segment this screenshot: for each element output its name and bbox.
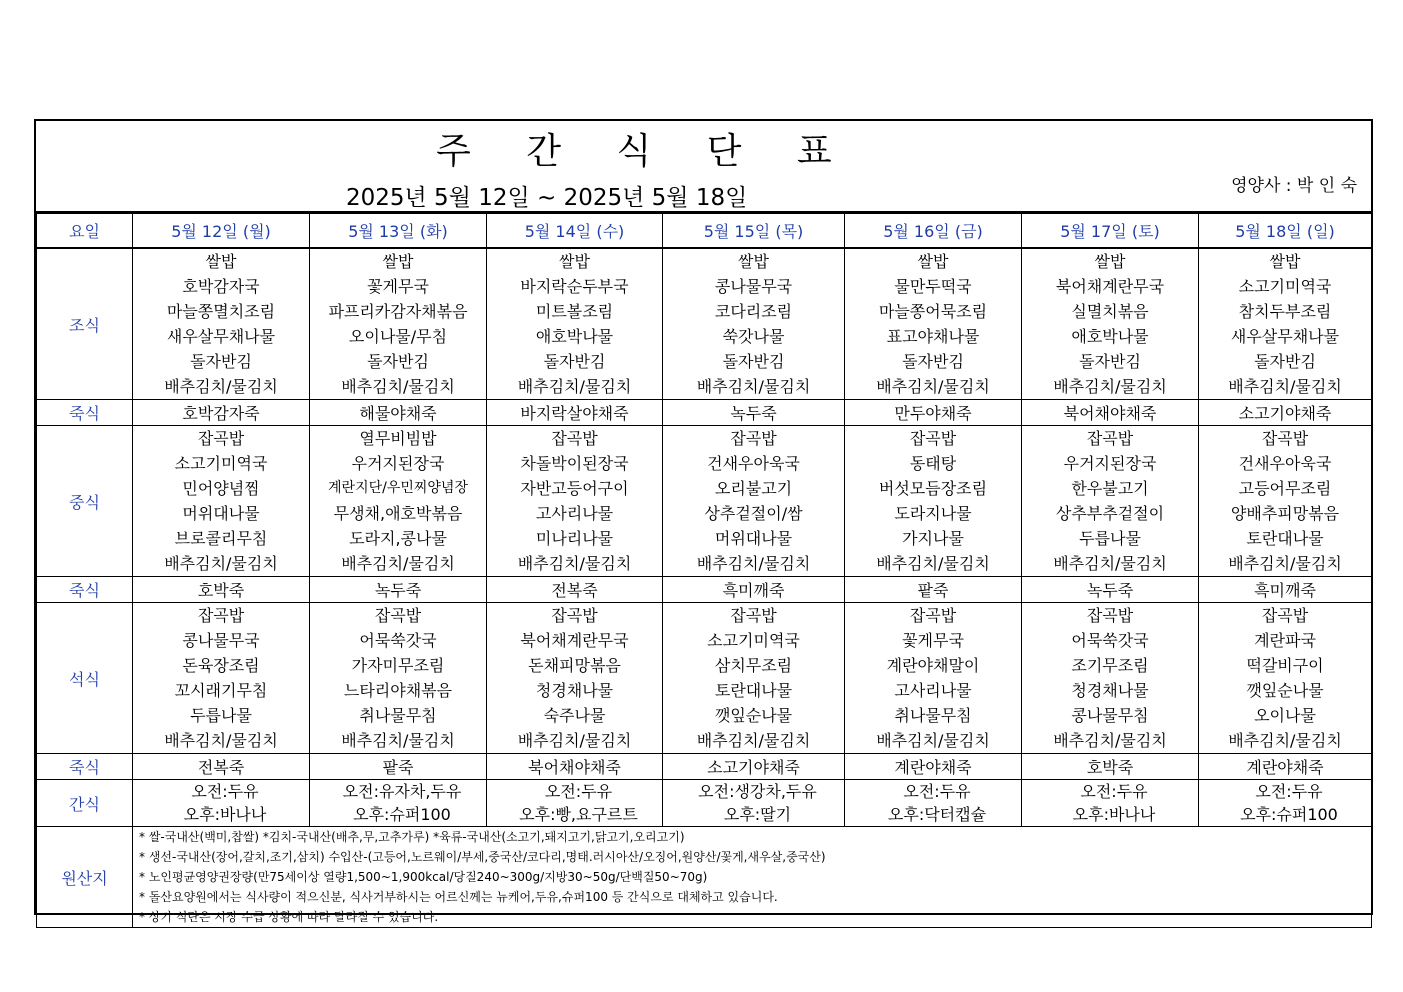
menu-item: 머위대나물: [182, 504, 260, 523]
menu-item: 배추김치/물김치: [341, 554, 455, 573]
snack-cell: [663, 780, 845, 827]
menu-item: 계란야채말이: [886, 656, 980, 675]
menu-item: 꼬시래기무침: [174, 681, 268, 700]
snack-cell: [845, 780, 1022, 827]
porridge-cell: 계란야채죽: [845, 754, 1022, 780]
page-title: 주 간 식 단 표: [436, 131, 854, 172]
menu-item: 배추김치/물김치: [164, 731, 278, 750]
menu-item: 파프리카감자채볶음: [328, 302, 468, 321]
menu-item: 차돌박이된장국: [520, 454, 629, 473]
menu-item: 잡곡밥: [197, 606, 245, 625]
lunch-day-cell: [310, 426, 487, 577]
menu-item: 고사리나물: [535, 504, 614, 523]
menu-item: 취나물무침: [359, 706, 437, 725]
snack-row: [37, 780, 1372, 827]
menu-item: 잡곡밥: [1086, 606, 1134, 625]
menu-item: 배추김치/물김치: [876, 731, 990, 750]
lunch-day-cell: [1199, 426, 1372, 577]
menu-item: 쌀밥: [559, 252, 590, 271]
dinner-day-cell: [1199, 603, 1372, 754]
menu-item: 돈육장조림: [182, 656, 260, 675]
menu-item: 우거지된장국: [351, 454, 445, 473]
menu-item: 느타리야채볶음: [343, 681, 453, 700]
porridge-label: 죽식: [37, 754, 133, 780]
menu-item: 오리불고기: [714, 479, 793, 498]
snack-am: 오전:두유: [903, 782, 971, 801]
menu-item: 소고기미역국: [174, 454, 268, 473]
menu-item: 돌자반김: [722, 352, 785, 371]
origin-label: 원산지: [37, 827, 133, 928]
day-label: 요일: [37, 214, 133, 249]
menu-item: 삼치무조림: [714, 656, 793, 675]
menu-item: 미나리나물: [535, 529, 614, 548]
menu-item: 쌀밥: [738, 252, 769, 271]
menu-item: 배추김치/물김치: [876, 377, 990, 396]
snack-label: 간식: [37, 780, 133, 827]
porridge-cell: 팥죽: [310, 754, 487, 780]
menu-item: 배추김치/물김치: [341, 377, 455, 396]
menu-item: 배추김치/물김치: [341, 731, 455, 750]
origin-row: [37, 827, 1372, 928]
porridge-label: 죽식: [37, 577, 133, 603]
menu-item: 돌자반김: [1079, 352, 1141, 371]
menu-item: 쑥갓나물: [722, 327, 785, 346]
menu-item: 잡곡밥: [730, 606, 777, 625]
day-header: 5월 14일 (수): [487, 214, 663, 249]
menu-item: 마늘쫑어묵조림: [878, 302, 988, 321]
menu-item: 양배추피망볶음: [1230, 504, 1340, 523]
snack-pm: 오후:슈퍼100: [353, 805, 451, 824]
snack-am: 오전:두유: [1255, 782, 1323, 801]
menu-item: 고사리나물: [894, 681, 972, 700]
menu-item: 계란지단/우민찌양념장: [328, 480, 468, 496]
menu-item: 깻잎순나물: [1246, 681, 1324, 700]
snack-am: 오전:두유: [191, 782, 259, 801]
menu-item: 두릅나물: [1079, 529, 1141, 548]
day-header: 5월 15일 (목): [663, 214, 845, 249]
snack-pm: 오후:바나나: [1072, 805, 1156, 824]
menu-item: 소고기미역국: [1238, 277, 1332, 296]
menu-item: 잡곡밥: [1086, 429, 1134, 448]
menu-item: 돌자반김: [367, 352, 429, 371]
porridge-cell: 해물야채죽: [310, 400, 487, 426]
menu-item: 배추김치/물김치: [517, 554, 632, 573]
day-header-row: [37, 214, 1372, 249]
menu-item: 돌자반김: [543, 352, 606, 371]
porridge-cell: 호박죽: [133, 577, 310, 603]
menu-item: 건새우아욱국: [1238, 454, 1332, 473]
porridge-cell: 흑미깨죽: [1199, 577, 1372, 603]
dinner-day-cell: [487, 603, 663, 754]
menu-item: 돌자반김: [190, 352, 252, 371]
menu-item: 쌀밥: [917, 252, 949, 271]
menu-item: 민어양념찜: [182, 479, 260, 498]
menu-item: 도라지나물: [894, 504, 972, 523]
menu-item: 배추김치/물김치: [1053, 731, 1167, 750]
lunch-row: [37, 426, 1372, 577]
menu-item: 도라지,콩나물: [349, 529, 447, 548]
menu-item: 오이나물/무침: [348, 327, 448, 346]
weekly-menu-table: [36, 213, 1372, 928]
lunch-day-cell: [487, 426, 663, 577]
menu-item: 애호박나물: [1071, 327, 1149, 346]
menu-item: 마늘쫑멸치조림: [166, 302, 276, 321]
porridge-cell: 전복죽: [487, 577, 663, 603]
porridge-row: [37, 754, 1372, 780]
lunch-day-cell: [133, 426, 310, 577]
snack-pm: 오후:슈퍼100: [1240, 805, 1338, 824]
menu-item: 잡곡밥: [1261, 606, 1309, 625]
origin-note: * 쌀-국내산(백미,찹쌀) *김치-국내산(배추,무,고추가루) *육류-국내산(소고기,돼지고기,닭고기,오리고기): [139, 830, 685, 844]
menu-item: 코다리조림: [714, 302, 793, 321]
snack-pm: 오후:닥터캡슐: [887, 805, 987, 824]
menu-period: 2025년 5월 12일 ~ 2025년 5월 18일: [346, 185, 748, 211]
dinner-label: 석식: [37, 603, 133, 754]
snack-am: 오전:생강차,두유: [698, 782, 817, 801]
menu-item: 돈채피망볶음: [528, 656, 621, 675]
day-header: 5월 17일 (토): [1022, 214, 1199, 249]
menu-item: 배추김치/물김치: [696, 731, 811, 750]
menu-item: 쌀밥: [1269, 252, 1301, 271]
menu-item: 돌자반김: [902, 352, 964, 371]
lunch-day-cell: [845, 426, 1022, 577]
menu-item: 애호박나물: [535, 327, 614, 346]
menu-item: 배추김치/물김치: [1053, 377, 1167, 396]
menu-item: 미트볼조림: [535, 302, 614, 321]
day-header: 5월 16일 (금): [845, 214, 1022, 249]
dinner-day-cell: [133, 603, 310, 754]
menu-item: 잡곡밥: [730, 429, 777, 448]
menu-item: 가지나물: [902, 529, 964, 548]
menu-item: 물만두떡국: [894, 277, 972, 296]
menu-item: 브로콜리무침: [174, 529, 268, 548]
menu-item: 잡곡밥: [197, 429, 245, 448]
menu-item: 배추김치/물김치: [876, 554, 990, 573]
menu-item: 상추겉절이/쌈: [704, 504, 803, 523]
menu-item: 두릅나물: [190, 706, 252, 725]
porridge-cell: 만두야채죽: [845, 400, 1022, 426]
snack-am: 오전:유자차,두유: [342, 782, 462, 801]
porridge-cell: 바지락살야채죽: [487, 400, 663, 426]
porridge-label: 죽식: [37, 400, 133, 426]
breakfast-day-cell: [663, 248, 845, 400]
menu-item: 표고야채나물: [886, 327, 980, 346]
menu-item: 배추김치/물김치: [1228, 554, 1342, 573]
menu-item: 북어채계란무국: [520, 631, 629, 650]
menu-item: 배추김치/물김치: [164, 554, 278, 573]
dinner-row: [37, 603, 1372, 754]
menu-item: 청경채나물: [535, 681, 614, 700]
menu-item: 꽃게무국: [367, 277, 429, 296]
menu-item: 쌀밥: [205, 252, 237, 271]
menu-item: 잡곡밥: [551, 606, 598, 625]
snack-cell: [310, 780, 487, 827]
breakfast-day-cell: [1022, 248, 1199, 400]
dietitian-name: 영양사 : 박 인 숙: [1231, 176, 1357, 196]
porridge-cell: 호박죽: [1022, 754, 1199, 780]
porridge-cell: 전복죽: [133, 754, 310, 780]
menu-item: 콩나물무국: [714, 277, 793, 296]
menu-item: 참치두부조림: [1238, 302, 1332, 321]
menu-item: 버섯모듬장조림: [878, 479, 988, 498]
menu-item: 숙주나물: [543, 706, 606, 725]
snack-pm: 오후:빵,요구르트: [519, 805, 638, 824]
dinner-day-cell: [310, 603, 487, 754]
origin-note: * 노인평균영양권장량(만75세이상 열량1,500~1,900kcal/당질240~300g/지방30~50g/단백질50~70g): [139, 870, 708, 884]
snack-pm: 오후:바나나: [183, 805, 267, 824]
porridge-cell: 북어채야채죽: [487, 754, 663, 780]
snack-pm: 오후:딸기: [723, 805, 792, 824]
day-header: 5월 13일 (화): [310, 214, 487, 249]
porridge-row: [37, 577, 1372, 603]
menu-item: 북어채계란무국: [1055, 277, 1165, 296]
menu-item: 상추부추겉절이: [1055, 504, 1165, 523]
menu-item: 토란대나물: [714, 681, 793, 700]
menu-item: 배추김치/물김치: [517, 377, 632, 396]
snack-cell: [1022, 780, 1199, 827]
menu-item: 잡곡밥: [1261, 429, 1309, 448]
menu-item: 배추김치/물김치: [517, 731, 632, 750]
menu-item: 토란대나물: [1246, 529, 1324, 548]
origin-notes: [133, 827, 1372, 928]
menu-item: 가자미무조림: [351, 656, 445, 675]
porridge-cell: 팥죽: [845, 577, 1022, 603]
menu-item: 취나물무침: [894, 706, 972, 725]
menu-item: 잡곡밥: [909, 606, 957, 625]
menu-item: 배추김치/물김치: [164, 377, 278, 396]
menu-item: 우거지된장국: [1063, 454, 1157, 473]
breakfast-day-cell: [487, 248, 663, 400]
menu-item: 배추김치/물김치: [696, 554, 811, 573]
menu-item: 무생채,애호박볶음: [333, 504, 463, 523]
menu-item: 새우살무채나물: [166, 327, 276, 346]
menu-item: 배추김치/물김치: [1053, 554, 1167, 573]
breakfast-day-cell: [845, 248, 1022, 400]
lunch-label: 중식: [37, 426, 133, 577]
menu-item: 머위대나물: [714, 529, 793, 548]
menu-item: 콩나물무침: [1071, 706, 1149, 725]
menu-item: 꽃게무국: [902, 631, 964, 650]
porridge-row: [37, 400, 1372, 426]
lunch-day-cell: [663, 426, 845, 577]
snack-am: 오전:두유: [1080, 782, 1148, 801]
menu-item: 오이나물: [1254, 706, 1316, 725]
porridge-cell: 흑미깨죽: [663, 577, 845, 603]
porridge-cell: 소고기야채죽: [1199, 400, 1372, 426]
porridge-cell: 녹두죽: [1022, 577, 1199, 603]
porridge-cell: 녹두죽: [663, 400, 845, 426]
menu-item: 동태탕: [909, 454, 957, 473]
day-header: 5월 18일 (일): [1199, 214, 1372, 249]
dinner-day-cell: [663, 603, 845, 754]
menu-item: 계란파국: [1254, 631, 1316, 650]
porridge-cell: 계란야채죽: [1199, 754, 1372, 780]
snack-cell: [133, 780, 310, 827]
menu-item: 건새우아욱국: [707, 454, 800, 473]
porridge-cell: 녹두죽: [310, 577, 487, 603]
menu-item: 호박감자국: [182, 277, 260, 296]
header: [36, 121, 1371, 213]
menu-item: 잡곡밥: [551, 429, 598, 448]
breakfast-day-cell: [310, 248, 487, 400]
dinner-day-cell: [1022, 603, 1199, 754]
menu-item: 떡갈비구이: [1246, 656, 1324, 675]
menu-item: 콩나물무국: [182, 631, 260, 650]
porridge-cell: 북어채야채죽: [1022, 400, 1199, 426]
breakfast-day-cell: [1199, 248, 1372, 400]
origin-note: * 생선-국내산(장어,갈치,조기,삼치) 수입산-(고등어,노르웨이/부세,중국산/코다리,명태.러시아산/오징어,원양산/꽃게,새우살,중국산): [139, 850, 826, 864]
snack-cell: [487, 780, 663, 827]
lunch-day-cell: [1022, 426, 1199, 577]
origin-note: * 상기 식단은 시장 수급 상황에 따라 달라질 수 있습니다.: [139, 910, 439, 924]
menu-item: 한우불고기: [1071, 479, 1149, 498]
breakfast-row: [37, 248, 1372, 400]
menu-item: 배추김치/물김치: [696, 377, 811, 396]
porridge-cell: 소고기야채죽: [663, 754, 845, 780]
menu-item: 배추김치/물김치: [1228, 731, 1342, 750]
breakfast-day-cell: [133, 248, 310, 400]
menu-item: 쌀밥: [1094, 252, 1126, 271]
dinner-day-cell: [845, 603, 1022, 754]
menu-item: 어묵쑥갓국: [359, 631, 437, 650]
day-header: 5월 12일 (월): [133, 214, 310, 249]
porridge-cell: 호박감자죽: [133, 400, 310, 426]
menu-sheet: [34, 119, 1373, 924]
snack-am: 오전:두유: [544, 782, 613, 801]
menu-item: 잡곡밥: [374, 606, 422, 625]
menu-item: 열무비빔밥: [359, 429, 437, 448]
menu-item: 돌자반김: [1254, 352, 1316, 371]
menu-item: 배추김치/물김치: [1228, 377, 1342, 396]
menu-item: 소고기미역국: [707, 631, 800, 650]
menu-item: 청경채나물: [1071, 681, 1149, 700]
menu-item: 고등어무조림: [1238, 479, 1332, 498]
menu-item: 어묵쑥갓국: [1071, 631, 1149, 650]
menu-item: 잡곡밥: [909, 429, 957, 448]
menu-item: 바지락순두부국: [520, 277, 629, 296]
menu-item: 자반고등어구이: [520, 479, 629, 498]
origin-note: * 돌산요양원에서는 식사량이 적으신분, 식사거부하시는 어르신께는 뉴케어,두유,슈퍼100 등 간식으로 대체하고 있습니다.: [139, 890, 778, 904]
snack-cell: [1199, 780, 1372, 827]
menu-item: 쌀밥: [382, 252, 414, 271]
breakfast-label: 조식: [37, 248, 133, 400]
menu-item: 조기무조림: [1071, 656, 1149, 675]
menu-item: 깻잎순나물: [714, 706, 793, 725]
menu-item: 새우살무채나물: [1230, 327, 1340, 346]
menu-item: 실멸치볶음: [1071, 302, 1149, 321]
